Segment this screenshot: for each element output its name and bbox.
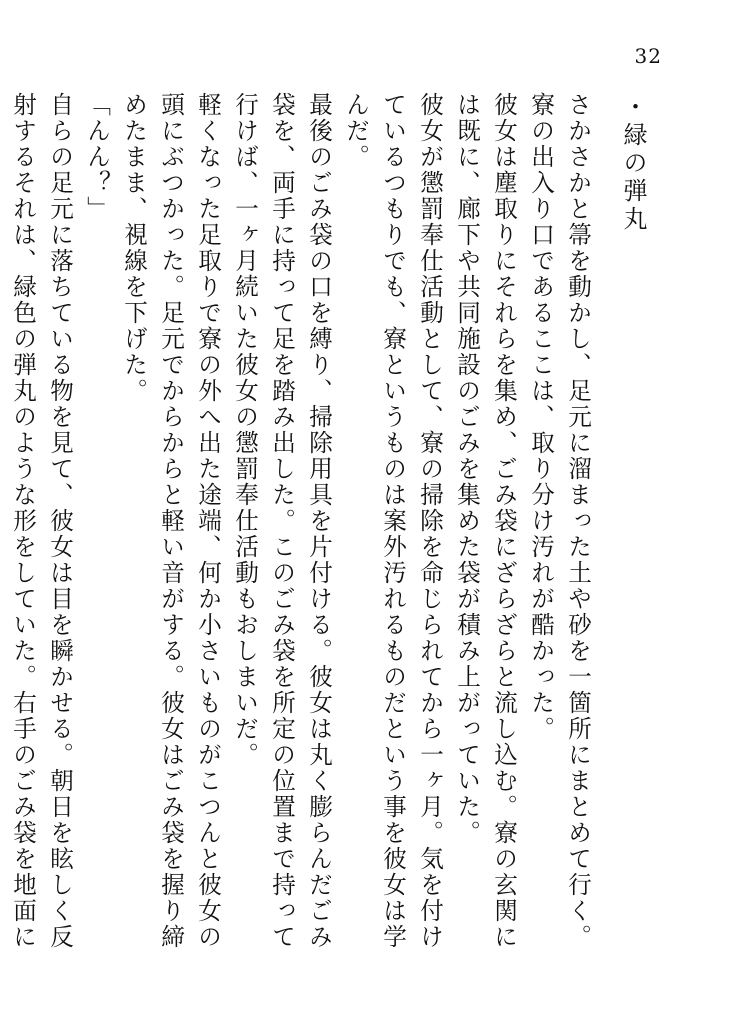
page-number: 32 bbox=[634, 44, 662, 68]
paragraph: 彼女が懲罰奉仕活動として、寮の掃除を命じられてから一ヶ月。気を付けているつもりでも、寮というものは案外汚れるものだという事を彼女は学んだ。 bbox=[342, 92, 444, 950]
paragraph: 「んん？」 bbox=[83, 92, 111, 222]
paragraph: さかさかと箒を動かし、足元に溜まった土や砂を一箇所にまとめて行く。寮の出入り口であるここは、取り分け汚れが酷かった。 bbox=[527, 92, 592, 950]
paragraph: 自らの足元に落ちている物を見て、彼女は目を瞬かせる。朝日を眩しく反射するそれは、緑色の弾丸のような形をしていた。右手のごみ袋を地面に bbox=[9, 92, 74, 950]
paragraph: 彼女は塵取りにそれらを集め、ごみ袋にざらざらと流し込む。寮の玄関には既に、廊下や共同施設のごみを集めた袋が積み上がっていた。 bbox=[453, 92, 518, 950]
section-title: ・緑の弾丸 bbox=[619, 94, 647, 234]
paragraph: 軽くなった足取りで寮の外へ出た途端、何か小さいものがこつんと彼女の頭にぶつかった。足元でからからと軽い音がする。彼女はごみ袋を握り締めたまま、視線を下げた。 bbox=[120, 92, 222, 950]
body-text bbox=[0, 92, 596, 972]
paragraph: 最後のごみ袋の口を縛り、掃除用具を片付ける。彼女は丸く膨らんだごみ袋を、両手に持って足を踏み出した。このごみ袋を所定の位置まで持って行けば、一ヶ月続いた彼女の懲罰奉仕活動もおしまいだ。 bbox=[231, 92, 333, 950]
